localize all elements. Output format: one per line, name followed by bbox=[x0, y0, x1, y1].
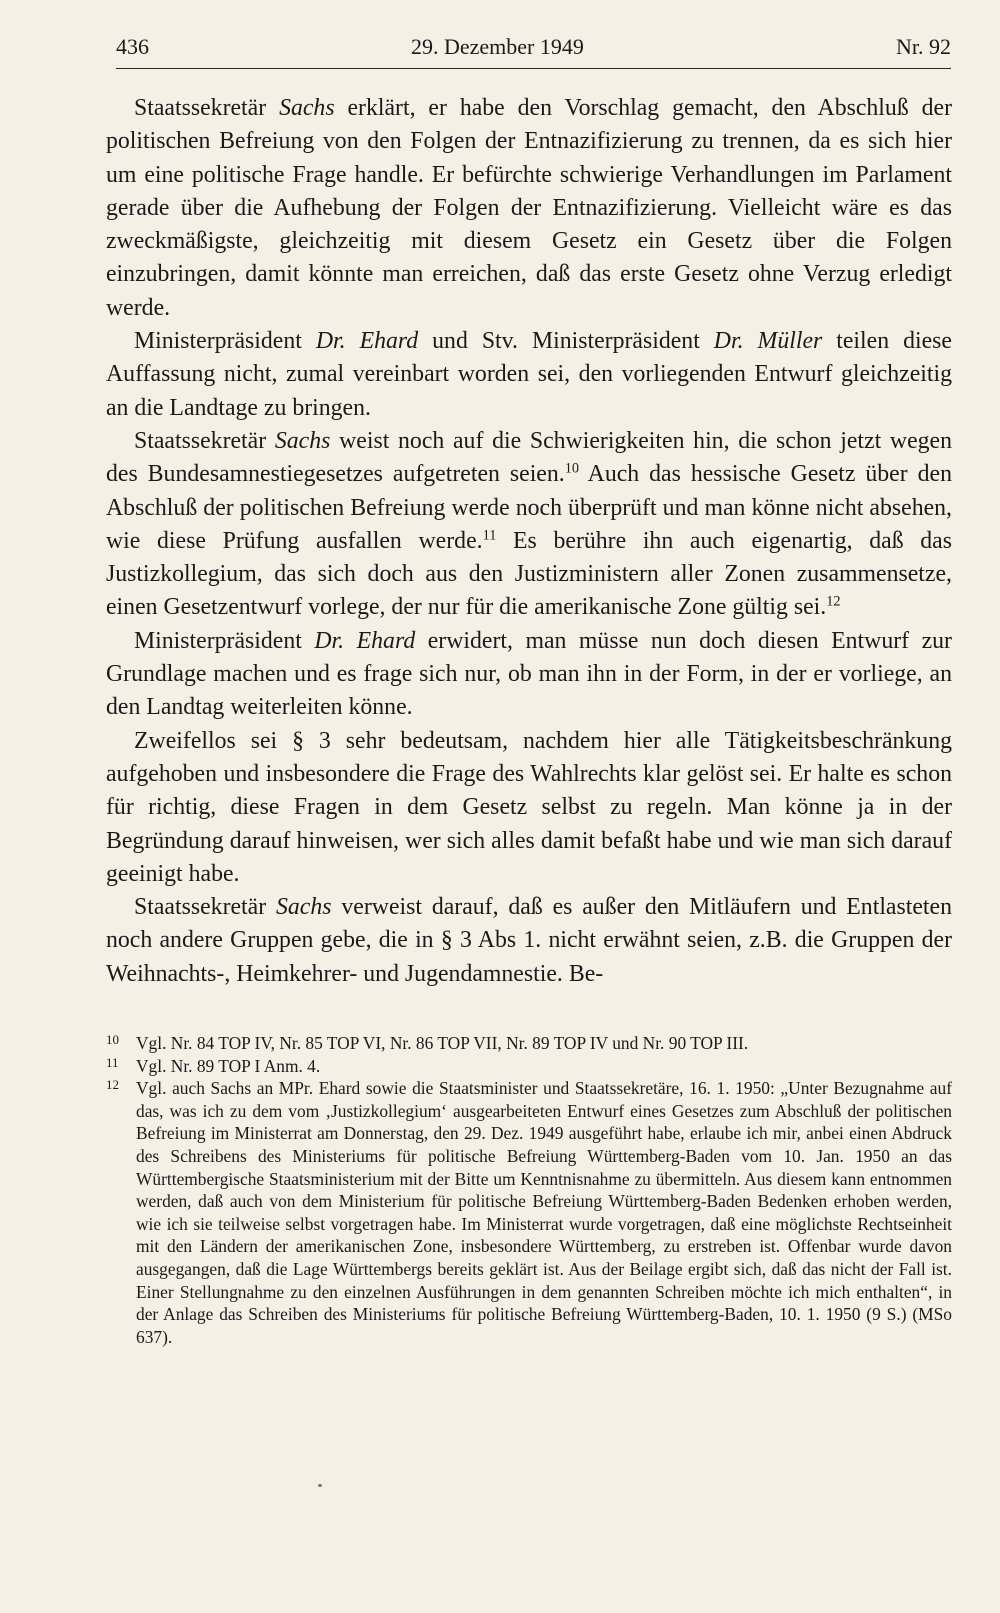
print-speck bbox=[318, 1484, 322, 1487]
footnote-text: Vgl. auch Sachs an MPr. Ehard sowie die Staatsminister und Staatssekretäre, 16. 1. 1950: „Unter Bezugnahme auf das, was ich zu dem vom ‚Justizkollegium‘ ausgearbeiteten Entwurf eines Gesetzes zum Abschluß der politischen Befreiung im Ministerrat am Donnerstag, den 29. Dez. 1949 ausgeführt habe, erlaube ich mir, anbei einen Abdruck des Schreibens des Ministeriums für politische Befreiung Württemberg-Baden vom 10. Jan. 1950 an das Württembergische Staatsministerium mit der Bitte um Kenntnisnahme zu übermitteln. Aus diesem kann entnommen werden, daß auch von dem Ministerium für politische Befreiung Württemberg-Baden Bedenken erhoben werden, wie ich sie teilweise selbst vorgetragen habe. Im Ministerrat wurde vorgetragen, daß eine möglichste Rechtseinheit mit den Ländern der amerikanischen Zone, insbesondere Württemberg, zu erstreben ist. Offenbar wurde davon ausgegangen, daß die Lage Württembergs bereits geklärt ist. Aus der Beilage ergibt sich, daß das nicht der Fall ist. Einer Stellungnahme zu den einzelnen Ausführungen in dem genannten Schreiben möchte ich mich enthalten“, in der Anlage das Schreiben des Ministeriums für politische Befreiung Württemberg-Baden, 10. 1. 1950 (9 S.) (MSo 637). bbox=[136, 1078, 952, 1347]
footnote-ref[interactable]: 12 bbox=[826, 593, 841, 610]
running-header bbox=[116, 34, 951, 69]
paragraph: Zweifellos sei § 3 sehr bedeutsam, nachdem hier alle Tätigkeitsbeschränkung aufgehoben und insbesondere die Frage des Wahlrechts klar gelöst sei. Er halte es schon für richtig, diese Fragen in dem Gesetz selbst zu regeln. Man könne ja in der Begründung darauf hinweisen, wer sich alles damit befaßt habe und wie man sich darauf geeinigt habe. bbox=[106, 727, 952, 887]
person-name: Dr. Müller bbox=[713, 328, 823, 355]
header-date: 29. Dezember 1949 bbox=[411, 34, 584, 59]
person-name: Sachs bbox=[279, 95, 335, 121]
paragraph: Ministerpräsident Dr. Ehard erwidert, man müsse nun doch diesen Entwurf zur Grundlage machen und es frage sich nur, ob man ihn in der Form, in der er vorliege, an den Landtag weiterleiten könne. bbox=[106, 627, 952, 721]
footnote-ref[interactable]: 10 bbox=[564, 460, 579, 477]
person-name: Dr. Ehard bbox=[315, 328, 419, 355]
footnotes bbox=[106, 1032, 952, 1348]
person-name: Sachs bbox=[276, 894, 332, 921]
person-name: Dr. Ehard bbox=[314, 627, 416, 654]
page-number: 436 bbox=[116, 34, 149, 59]
footnote-number: 12 bbox=[106, 1077, 119, 1093]
footnote bbox=[106, 1032, 952, 1055]
paragraph: Staatssekretär Sachs erklärt, er habe den Vorschlag gemacht, den Abschluß der politischen Befreiung von den Folgen der Entnazifizierung zu trennen, da es sich hier um eine politische Frage handle. Er befürchte schwierige Verhandlungen im Parlament gerade über die Aufhebung der Folgen der Entnazifizierung. Vielleicht wäre es das zweckmäßigste, gleichzeitig mit diesem Gesetz ein Gesetz über die Folgen einzubringen, damit könnte man erreichen, daß das erste Gesetz ohne Verzug erledigt werde. bbox=[106, 95, 953, 321]
paragraph: Staatssekretär Sachs verweist darauf, daß es außer den Mitläufern und Entlasteten noch andere Gruppen gebe, die in § 3 Abs 1. nicht erwähnt seien, z.B. die Gruppen der Weihnachts-, Heimkehrer- und Jugendamnestie. Be- bbox=[106, 894, 952, 987]
person-name: Sachs bbox=[274, 427, 331, 454]
paragraph: Ministerpräsident Dr. Ehard und Stv. Ministerpräsident Dr. Müller teilen diese Auffassung nicht, zumal vereinbart worden sei, den vorliegenden Entwurf gleichzeitig an die Landtage zu bringen. bbox=[106, 328, 952, 421]
paragraph: Staatssekretär Sachs weist noch auf die Schwierigkeiten hin, die schon jetzt wegen des Bundesamnestiegesetzes aufgetreten seien.$^{10}$ Auch das hessische Gesetz über den Abschluß der politischen Befreiung werde noch überprüft und man könne nicht absehen, wie diese Prüfung ausfallen werde.$^{11}$ Es berühre ihn auch eigenartig, daß das Justizkollegium, das sich doch aus den Justizministern aller Zonen zusammensetze, einen Gesetzentwurf vorlege, der nur für die amerikanische Zone gültig sei.$^{12}$ bbox=[106, 427, 952, 621]
footnote-number: 11 bbox=[106, 1054, 119, 1070]
footnote-text: Vgl. Nr. 84 TOP IV, Nr. 85 TOP VI, Nr. 86 TOP VII, Nr. 89 TOP IV und Nr. 90 TOP III. bbox=[136, 1033, 749, 1053]
footnote bbox=[106, 1055, 952, 1078]
issue-number: Nr. 92 bbox=[896, 34, 951, 59]
footnote bbox=[106, 1077, 952, 1348]
body-text bbox=[106, 92, 952, 991]
footnote-ref[interactable]: 11 bbox=[482, 527, 497, 544]
footnote-number: 10 bbox=[106, 1032, 119, 1047]
footnote-text: Vgl. Nr. 89 TOP I Anm. 4. bbox=[136, 1055, 321, 1076]
